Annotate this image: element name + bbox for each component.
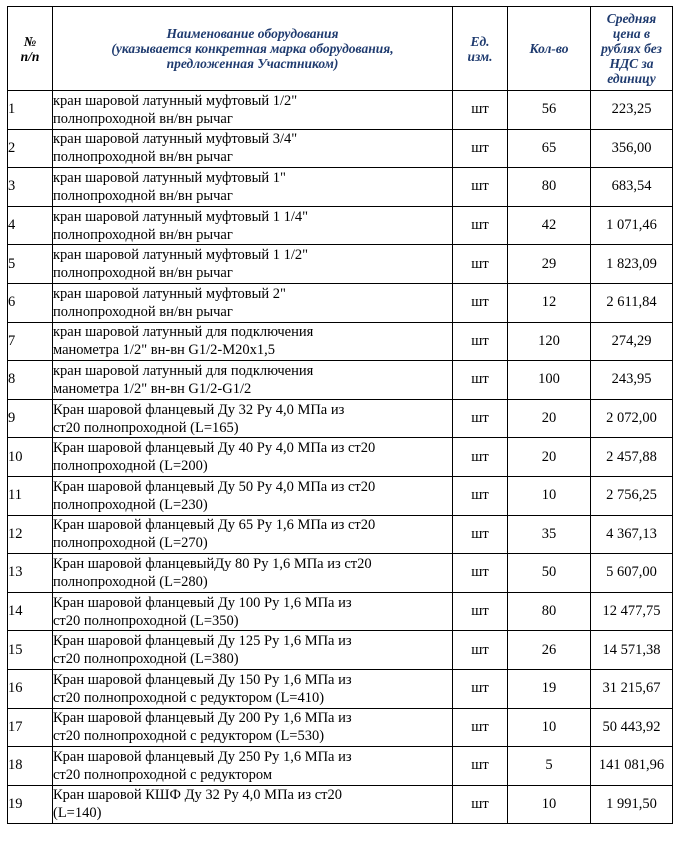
row-name: Кран шаровой фланцевый Ду 65 Ру 1,6 МПа из ст20 полнопроходной (L=270) xyxy=(53,515,453,554)
row-price: 1 071,46 xyxy=(591,206,673,245)
row-quantity: 100 xyxy=(508,361,591,400)
row-quantity: 29 xyxy=(508,245,591,284)
row-price: 683,54 xyxy=(591,168,673,207)
row-price: 141 081,96 xyxy=(591,747,673,786)
table-row xyxy=(8,129,673,168)
row-unit: шт xyxy=(453,669,508,708)
row-unit: шт xyxy=(453,399,508,438)
row-number: 9 xyxy=(8,399,53,438)
table-row xyxy=(8,554,673,593)
row-name: Кран шаровой фланцевый Ду 150 Ру 1,6 МПа из ст20 полнопроходной с редуктором (L=410) xyxy=(53,669,453,708)
row-number: 1 xyxy=(8,91,53,130)
table-row xyxy=(8,708,673,747)
row-unit: шт xyxy=(453,283,508,322)
table-row xyxy=(8,515,673,554)
row-quantity: 65 xyxy=(508,129,591,168)
row-name: Кран шаровой фланцевый Ду 200 Ру 1,6 МПа из ст20 полнопроходной с редуктором (L=530) xyxy=(53,708,453,747)
row-unit: шт xyxy=(453,631,508,670)
table-row xyxy=(8,245,673,284)
table-row xyxy=(8,669,673,708)
row-quantity: 12 xyxy=(508,283,591,322)
table-row xyxy=(8,283,673,322)
row-quantity: 19 xyxy=(508,669,591,708)
row-quantity: 10 xyxy=(508,785,591,824)
table-row xyxy=(8,747,673,786)
row-unit: шт xyxy=(453,245,508,284)
row-unit: шт xyxy=(453,168,508,207)
table-row xyxy=(8,631,673,670)
table-row xyxy=(8,476,673,515)
row-number: 16 xyxy=(8,669,53,708)
row-number: 2 xyxy=(8,129,53,168)
row-quantity: 80 xyxy=(508,168,591,207)
row-unit: шт xyxy=(453,206,508,245)
table-row xyxy=(8,206,673,245)
row-price: 50 443,92 xyxy=(591,708,673,747)
row-unit: шт xyxy=(453,361,508,400)
header-row xyxy=(8,7,673,91)
row-name: кран шаровой латунный муфтовый 1" полнопроходной вн/вн рычаг xyxy=(53,168,453,207)
row-price: 243,95 xyxy=(591,361,673,400)
row-name: Кран шаровой КШФ Ду 32 Ру 4,0 МПа из ст20 (L=140) xyxy=(53,785,453,824)
header-num: № п/п xyxy=(8,7,53,91)
row-unit: шт xyxy=(453,129,508,168)
row-unit: шт xyxy=(453,515,508,554)
row-number: 7 xyxy=(8,322,53,361)
row-unit: шт xyxy=(453,592,508,631)
row-name: кран шаровой латунный муфтовый 2" полнопроходной вн/вн рычаг xyxy=(53,283,453,322)
table-row xyxy=(8,168,673,207)
row-number: 15 xyxy=(8,631,53,670)
row-price: 2 072,00 xyxy=(591,399,673,438)
equipment-table xyxy=(7,6,673,824)
row-number: 19 xyxy=(8,785,53,824)
row-name: Кран шаровой фланцевый Ду 125 Ру 1,6 МПа из ст20 полнопроходной (L=380) xyxy=(53,631,453,670)
row-price: 14 571,38 xyxy=(591,631,673,670)
row-name: Кран шаровой фланцевый Ду 50 Ру 4,0 МПа из ст20 полнопроходной (L=230) xyxy=(53,476,453,515)
row-price: 2 756,25 xyxy=(591,476,673,515)
row-number: 11 xyxy=(8,476,53,515)
table-row xyxy=(8,322,673,361)
row-unit: шт xyxy=(453,747,508,786)
row-name: кран шаровой латунный муфтовый 1 1/2" полнопроходной вн/вн рычаг xyxy=(53,245,453,284)
row-quantity: 80 xyxy=(508,592,591,631)
row-unit: шт xyxy=(453,322,508,361)
row-quantity: 56 xyxy=(508,91,591,130)
row-name: кран шаровой латунный для подключения манометра 1/2" вн-вн G1/2-M20x1,5 xyxy=(53,322,453,361)
row-quantity: 50 xyxy=(508,554,591,593)
header-name: Наименование оборудования (указывается конкретная марка оборудования, предложенная Участником) xyxy=(53,7,453,91)
row-number: 17 xyxy=(8,708,53,747)
row-price: 12 477,75 xyxy=(591,592,673,631)
row-price: 5 607,00 xyxy=(591,554,673,593)
row-number: 5 xyxy=(8,245,53,284)
row-unit: шт xyxy=(453,785,508,824)
row-quantity: 10 xyxy=(508,476,591,515)
row-price: 2 611,84 xyxy=(591,283,673,322)
row-price: 1 991,50 xyxy=(591,785,673,824)
row-name: Кран шаровой фланцевыйДу 80 Ру 1,6 МПа из ст20 полнопроходной (L=280) xyxy=(53,554,453,593)
row-quantity: 5 xyxy=(508,747,591,786)
table-row xyxy=(8,361,673,400)
header-qty: Кол-во xyxy=(508,7,591,91)
row-number: 13 xyxy=(8,554,53,593)
row-unit: шт xyxy=(453,554,508,593)
row-price: 356,00 xyxy=(591,129,673,168)
row-quantity: 26 xyxy=(508,631,591,670)
row-unit: шт xyxy=(453,708,508,747)
table-row xyxy=(8,592,673,631)
row-quantity: 20 xyxy=(508,438,591,477)
table-body xyxy=(8,91,673,824)
row-name: кран шаровой латунный для подключения манометра 1/2" вн-вн G1/2-G1/2 xyxy=(53,361,453,400)
row-name: Кран шаровой фланцевый Ду 32 Ру 4,0 МПа из ст20 полнопроходной (L=165) xyxy=(53,399,453,438)
table-row xyxy=(8,91,673,130)
row-quantity: 35 xyxy=(508,515,591,554)
row-price: 1 823,09 xyxy=(591,245,673,284)
row-quantity: 42 xyxy=(508,206,591,245)
row-unit: шт xyxy=(453,438,508,477)
row-name: Кран шаровой фланцевый Ду 250 Ру 1,6 МПа из ст20 полнопроходной с редуктором xyxy=(53,747,453,786)
row-price: 223,25 xyxy=(591,91,673,130)
row-name: кран шаровой латунный муфтовый 1 1/4" полнопроходной вн/вн рычаг xyxy=(53,206,453,245)
row-number: 6 xyxy=(8,283,53,322)
row-quantity: 120 xyxy=(508,322,591,361)
row-price: 31 215,67 xyxy=(591,669,673,708)
row-quantity: 20 xyxy=(508,399,591,438)
table-row xyxy=(8,438,673,477)
row-price: 274,29 xyxy=(591,322,673,361)
row-unit: шт xyxy=(453,476,508,515)
row-number: 8 xyxy=(8,361,53,400)
row-number: 10 xyxy=(8,438,53,477)
table-row xyxy=(8,399,673,438)
row-number: 14 xyxy=(8,592,53,631)
row-number: 18 xyxy=(8,747,53,786)
row-quantity: 10 xyxy=(508,708,591,747)
row-name: кран шаровой латунный муфтовый 1/2" полнопроходной вн/вн рычаг xyxy=(53,91,453,130)
row-price: 2 457,88 xyxy=(591,438,673,477)
header-unit: Ед. изм. xyxy=(453,7,508,91)
row-unit: шт xyxy=(453,91,508,130)
header-price: Средняя цена в рублях без НДС за единицу xyxy=(591,7,673,91)
row-price: 4 367,13 xyxy=(591,515,673,554)
table-row xyxy=(8,785,673,824)
row-number: 3 xyxy=(8,168,53,207)
row-name: Кран шаровой фланцевый Ду 40 Ру 4,0 МПа из ст20 полнопроходной (L=200) xyxy=(53,438,453,477)
row-number: 12 xyxy=(8,515,53,554)
row-number: 4 xyxy=(8,206,53,245)
row-name: кран шаровой латунный муфтовый 3/4" полнопроходной вн/вн рычаг xyxy=(53,129,453,168)
row-name: Кран шаровой фланцевый Ду 100 Ру 1,6 МПа из ст20 полнопроходной (L=350) xyxy=(53,592,453,631)
